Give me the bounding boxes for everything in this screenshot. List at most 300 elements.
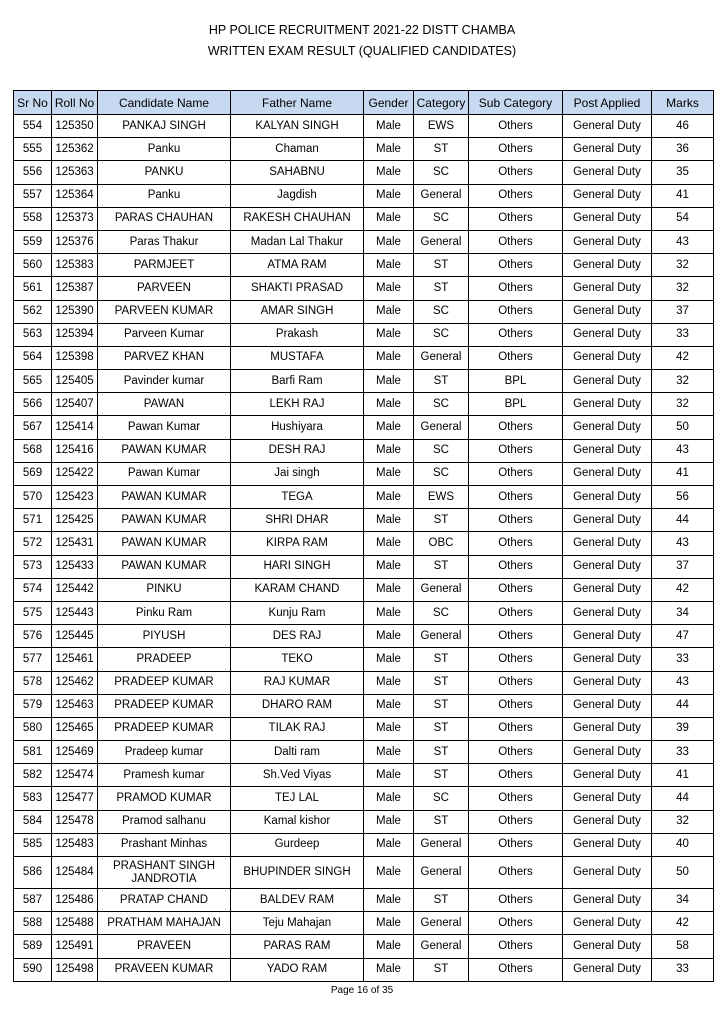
sub-category-cell: Others [469, 694, 563, 717]
column-header-category: Category [414, 91, 469, 115]
sr-no-cell: 582 [14, 764, 52, 787]
candidate-name-cell: PIYUSH [98, 625, 231, 648]
roll-no-cell: 125423 [52, 486, 98, 509]
marks-cell: 32 [652, 277, 714, 300]
gender-cell: Male [364, 532, 414, 555]
table-row [14, 625, 714, 648]
sr-no-cell: 560 [14, 254, 52, 277]
category-cell: General [414, 184, 469, 207]
sr-no-cell: 568 [14, 439, 52, 462]
post-applied-cell: General Duty [563, 958, 652, 981]
sr-no-cell: 572 [14, 532, 52, 555]
document-subtitle: WRITTEN EXAM RESULT (QUALIFIED CANDIDATES) [207, 44, 517, 58]
sub-category-cell: Others [469, 416, 563, 439]
category-cell: General [414, 912, 469, 935]
post-applied-cell: General Duty [563, 346, 652, 369]
father-name-cell: ATMA RAM [231, 254, 364, 277]
post-applied-cell: General Duty [563, 254, 652, 277]
roll-no-cell: 125390 [52, 300, 98, 323]
post-applied-cell: General Duty [563, 115, 652, 138]
father-name-cell: KARAM CHAND [231, 578, 364, 601]
father-name-cell: SAHABNU [231, 161, 364, 184]
table-row [14, 370, 714, 393]
candidate-name-cell: PARVEEN KUMAR [98, 300, 231, 323]
marks-cell: 35 [652, 161, 714, 184]
roll-no-cell: 125433 [52, 555, 98, 578]
sr-no-cell: 581 [14, 741, 52, 764]
father-name-cell: SHRI DHAR [231, 509, 364, 532]
post-applied-cell: General Duty [563, 277, 652, 300]
father-name-cell: Chaman [231, 138, 364, 161]
candidate-name-cell: PRADEEP [98, 648, 231, 671]
candidate-name-cell: PAWAN KUMAR [98, 509, 231, 532]
marks-cell: 39 [652, 717, 714, 740]
gender-cell: Male [364, 741, 414, 764]
marks-cell: 40 [652, 833, 714, 856]
post-applied-cell: General Duty [563, 601, 652, 624]
table-row [14, 648, 714, 671]
roll-no-cell: 125483 [52, 833, 98, 856]
table-row [14, 393, 714, 416]
candidate-name-cell: PARMJEET [98, 254, 231, 277]
candidate-name-cell: PANKAJ SINGH [98, 115, 231, 138]
post-applied-cell: General Duty [563, 393, 652, 416]
category-cell: SC [414, 393, 469, 416]
table-row [14, 958, 714, 981]
gender-cell: Male [364, 787, 414, 810]
sr-no-cell: 566 [14, 393, 52, 416]
category-cell: ST [414, 648, 469, 671]
father-name-cell: Sh.Ved Viyas [231, 764, 364, 787]
candidate-name-cell: Paras Thakur [98, 230, 231, 253]
marks-cell: 58 [652, 935, 714, 958]
father-name-cell: Hushiyara [231, 416, 364, 439]
category-cell: General [414, 416, 469, 439]
roll-no-cell: 125469 [52, 741, 98, 764]
table-row [14, 717, 714, 740]
father-name-cell: BHUPINDER SINGH [231, 857, 364, 889]
marks-cell: 44 [652, 509, 714, 532]
category-cell: ST [414, 810, 469, 833]
sr-no-cell: 558 [14, 207, 52, 230]
table-row [14, 764, 714, 787]
sr-no-cell: 577 [14, 648, 52, 671]
table-row [14, 161, 714, 184]
marks-cell: 33 [652, 648, 714, 671]
marks-cell: 32 [652, 370, 714, 393]
category-cell: General [414, 346, 469, 369]
gender-cell: Male [364, 509, 414, 532]
category-cell: ST [414, 694, 469, 717]
sub-category-cell: Others [469, 532, 563, 555]
sub-category-cell: Others [469, 230, 563, 253]
roll-no-cell: 125373 [52, 207, 98, 230]
gender-cell: Male [364, 601, 414, 624]
roll-no-cell: 125422 [52, 462, 98, 485]
category-cell: ST [414, 138, 469, 161]
candidate-name-cell: Prashant Minhas [98, 833, 231, 856]
marks-cell: 44 [652, 694, 714, 717]
roll-no-cell: 125488 [52, 912, 98, 935]
gender-cell: Male [364, 323, 414, 346]
sub-category-cell: Others [469, 601, 563, 624]
post-applied-cell: General Duty [563, 230, 652, 253]
table-row [14, 509, 714, 532]
post-applied-cell: General Duty [563, 671, 652, 694]
gender-cell: Male [364, 857, 414, 889]
table-row [14, 115, 714, 138]
column-header-father-name: Father Name [231, 91, 364, 115]
sub-category-cell: Others [469, 889, 563, 912]
post-applied-cell: General Duty [563, 833, 652, 856]
roll-no-cell: 125477 [52, 787, 98, 810]
candidate-name-cell: PARVEZ KHAN [98, 346, 231, 369]
candidate-name-cell: PAWAN KUMAR [98, 486, 231, 509]
post-applied-cell: General Duty [563, 578, 652, 601]
gender-cell: Male [364, 370, 414, 393]
category-cell: General [414, 857, 469, 889]
category-cell: SC [414, 439, 469, 462]
sub-category-cell: Others [469, 578, 563, 601]
post-applied-cell: General Duty [563, 532, 652, 555]
sr-no-cell: 573 [14, 555, 52, 578]
roll-no-cell: 125443 [52, 601, 98, 624]
gender-cell: Male [364, 578, 414, 601]
marks-cell: 34 [652, 889, 714, 912]
table-row [14, 912, 714, 935]
roll-no-cell: 125350 [52, 115, 98, 138]
sr-no-cell: 555 [14, 138, 52, 161]
table-row [14, 230, 714, 253]
candidate-name-cell: PAWAN KUMAR [98, 555, 231, 578]
candidate-name-cell: PARAS CHAUHAN [98, 207, 231, 230]
candidate-name-cell: PRATHAM MAHAJAN [98, 912, 231, 935]
candidate-name-cell: Pinku Ram [98, 601, 231, 624]
table-row [14, 889, 714, 912]
gender-cell: Male [364, 439, 414, 462]
column-header-post-applied: Post Applied [563, 91, 652, 115]
table-row [14, 857, 714, 889]
post-applied-cell: General Duty [563, 764, 652, 787]
sr-no-cell: 587 [14, 889, 52, 912]
candidate-name-cell: PRASHANT SINGH JANDROTIA [98, 857, 231, 889]
category-cell: ST [414, 277, 469, 300]
marks-cell: 32 [652, 393, 714, 416]
candidate-name-cell: PAWAN KUMAR [98, 439, 231, 462]
sub-category-cell: Others [469, 671, 563, 694]
sub-category-cell: Others [469, 833, 563, 856]
father-name-cell: RAJ KUMAR [231, 671, 364, 694]
roll-no-cell: 125445 [52, 625, 98, 648]
roll-no-cell: 125405 [52, 370, 98, 393]
sub-category-cell: Others [469, 935, 563, 958]
sr-no-cell: 561 [14, 277, 52, 300]
post-applied-cell: General Duty [563, 694, 652, 717]
roll-no-cell: 125362 [52, 138, 98, 161]
gender-cell: Male [364, 393, 414, 416]
gender-cell: Male [364, 184, 414, 207]
sub-category-cell: Others [469, 486, 563, 509]
marks-cell: 43 [652, 439, 714, 462]
sr-no-cell: 589 [14, 935, 52, 958]
roll-no-cell: 125414 [52, 416, 98, 439]
roll-no-cell: 125442 [52, 578, 98, 601]
roll-no-cell: 125462 [52, 671, 98, 694]
sub-category-cell: Others [469, 462, 563, 485]
gender-cell: Male [364, 138, 414, 161]
candidate-name-cell: PRAVEEN [98, 935, 231, 958]
sub-category-cell: BPL [469, 393, 563, 416]
category-cell: EWS [414, 115, 469, 138]
post-applied-cell: General Duty [563, 857, 652, 889]
roll-no-cell: 125486 [52, 889, 98, 912]
table-row [14, 277, 714, 300]
column-header-roll-no: Roll No [52, 91, 98, 115]
father-name-cell: LEKH RAJ [231, 393, 364, 416]
category-cell: ST [414, 370, 469, 393]
post-applied-cell: General Duty [563, 207, 652, 230]
father-name-cell: HARI SINGH [231, 555, 364, 578]
gender-cell: Male [364, 694, 414, 717]
table-row [14, 555, 714, 578]
roll-no-cell: 125465 [52, 717, 98, 740]
gender-cell: Male [364, 889, 414, 912]
post-applied-cell: General Duty [563, 300, 652, 323]
sub-category-cell: Others [469, 810, 563, 833]
category-cell: General [414, 230, 469, 253]
table-row [14, 254, 714, 277]
table-row [14, 439, 714, 462]
column-header-sr-no: Sr No [14, 91, 52, 115]
father-name-cell: Prakash [231, 323, 364, 346]
sub-category-cell: Others [469, 741, 563, 764]
column-header-gender: Gender [364, 91, 414, 115]
gender-cell: Male [364, 346, 414, 369]
category-cell: SC [414, 300, 469, 323]
table-row [14, 833, 714, 856]
gender-cell: Male [364, 254, 414, 277]
post-applied-cell: General Duty [563, 416, 652, 439]
sub-category-cell: Others [469, 207, 563, 230]
page-number: Page 16 of 35 [330, 985, 394, 996]
marks-cell: 42 [652, 912, 714, 935]
post-applied-cell: General Duty [563, 889, 652, 912]
column-header-marks: Marks [652, 91, 714, 115]
gender-cell: Male [364, 462, 414, 485]
marks-cell: 32 [652, 254, 714, 277]
table-row [14, 486, 714, 509]
sub-category-cell: Others [469, 555, 563, 578]
category-cell: SC [414, 787, 469, 810]
category-cell: General [414, 935, 469, 958]
sub-category-cell: Others [469, 764, 563, 787]
sr-no-cell: 570 [14, 486, 52, 509]
sub-category-cell: Others [469, 509, 563, 532]
roll-no-cell: 125398 [52, 346, 98, 369]
sub-category-cell: Others [469, 439, 563, 462]
sr-no-cell: 586 [14, 857, 52, 889]
category-cell: SC [414, 601, 469, 624]
sr-no-cell: 569 [14, 462, 52, 485]
category-cell: ST [414, 764, 469, 787]
father-name-cell: Madan Lal Thakur [231, 230, 364, 253]
category-cell: General [414, 833, 469, 856]
sr-no-cell: 557 [14, 184, 52, 207]
table-row [14, 578, 714, 601]
roll-no-cell: 125364 [52, 184, 98, 207]
father-name-cell: Gurdeep [231, 833, 364, 856]
father-name-cell: TILAK RAJ [231, 717, 364, 740]
roll-no-cell: 125484 [52, 857, 98, 889]
marks-cell: 41 [652, 764, 714, 787]
gender-cell: Male [364, 416, 414, 439]
post-applied-cell: General Duty [563, 935, 652, 958]
sub-category-cell: Others [469, 323, 563, 346]
post-applied-cell: General Duty [563, 810, 652, 833]
marks-cell: 41 [652, 184, 714, 207]
roll-no-cell: 125461 [52, 648, 98, 671]
father-name-cell: DESH RAJ [231, 439, 364, 462]
category-cell: EWS [414, 486, 469, 509]
gender-cell: Male [364, 912, 414, 935]
category-cell: ST [414, 509, 469, 532]
marks-cell: 47 [652, 625, 714, 648]
sr-no-cell: 576 [14, 625, 52, 648]
post-applied-cell: General Duty [563, 439, 652, 462]
category-cell: ST [414, 555, 469, 578]
father-name-cell: TEGA [231, 486, 364, 509]
marks-cell: 50 [652, 857, 714, 889]
post-applied-cell: General Duty [563, 717, 652, 740]
candidate-name-cell: PARVEEN [98, 277, 231, 300]
gender-cell: Male [364, 161, 414, 184]
candidate-name-cell: Panku [98, 138, 231, 161]
roll-no-cell: 125425 [52, 509, 98, 532]
category-cell: SC [414, 462, 469, 485]
category-cell: ST [414, 889, 469, 912]
candidate-name-cell: Panku [98, 184, 231, 207]
marks-cell: 37 [652, 555, 714, 578]
gender-cell: Male [364, 671, 414, 694]
candidate-name-cell: PRADEEP KUMAR [98, 671, 231, 694]
roll-no-cell: 125474 [52, 764, 98, 787]
sr-no-cell: 579 [14, 694, 52, 717]
sub-category-cell: Others [469, 648, 563, 671]
sr-no-cell: 563 [14, 323, 52, 346]
candidate-name-cell: PINKU [98, 578, 231, 601]
post-applied-cell: General Duty [563, 555, 652, 578]
father-name-cell: TEJ LAL [231, 787, 364, 810]
category-cell: ST [414, 717, 469, 740]
gender-cell: Male [364, 717, 414, 740]
marks-cell: 33 [652, 958, 714, 981]
table-row [14, 935, 714, 958]
category-cell: General [414, 578, 469, 601]
roll-no-cell: 125376 [52, 230, 98, 253]
post-applied-cell: General Duty [563, 648, 652, 671]
gender-cell: Male [364, 115, 414, 138]
marks-cell: 41 [652, 462, 714, 485]
table-row [14, 416, 714, 439]
candidate-name-cell: PAWAN [98, 393, 231, 416]
marks-cell: 43 [652, 671, 714, 694]
roll-no-cell: 125478 [52, 810, 98, 833]
post-applied-cell: General Duty [563, 370, 652, 393]
category-cell: SC [414, 161, 469, 184]
father-name-cell: DES RAJ [231, 625, 364, 648]
post-applied-cell: General Duty [563, 741, 652, 764]
marks-cell: 33 [652, 323, 714, 346]
father-name-cell: Jai singh [231, 462, 364, 485]
gender-cell: Male [364, 207, 414, 230]
sub-category-cell: Others [469, 254, 563, 277]
gender-cell: Male [364, 555, 414, 578]
table-row [14, 601, 714, 624]
category-cell: ST [414, 958, 469, 981]
sub-category-cell: Others [469, 787, 563, 810]
results-table [13, 90, 714, 982]
candidate-name-cell: Pradeep kumar [98, 741, 231, 764]
sr-no-cell: 590 [14, 958, 52, 981]
candidate-name-cell: Pawan Kumar [98, 416, 231, 439]
post-applied-cell: General Duty [563, 509, 652, 532]
father-name-cell: MUSTAFA [231, 346, 364, 369]
sub-category-cell: Others [469, 912, 563, 935]
document-title: HP POLICE RECRUITMENT 2021-22 DISTT CHAMBA [208, 23, 516, 37]
sr-no-cell: 556 [14, 161, 52, 184]
post-applied-cell: General Duty [563, 912, 652, 935]
table-row [14, 207, 714, 230]
father-name-cell: Jagdish [231, 184, 364, 207]
roll-no-cell: 125407 [52, 393, 98, 416]
sr-no-cell: 562 [14, 300, 52, 323]
sr-no-cell: 565 [14, 370, 52, 393]
table-row [14, 138, 714, 161]
roll-no-cell: 125394 [52, 323, 98, 346]
father-name-cell: BALDEV RAM [231, 889, 364, 912]
father-name-cell: PARAS RAM [231, 935, 364, 958]
table-row [14, 462, 714, 485]
sub-category-cell: Others [469, 717, 563, 740]
candidate-name-cell: Pavinder kumar [98, 370, 231, 393]
post-applied-cell: General Duty [563, 462, 652, 485]
post-applied-cell: General Duty [563, 787, 652, 810]
sr-no-cell: 575 [14, 601, 52, 624]
marks-cell: 56 [652, 486, 714, 509]
marks-cell: 46 [652, 115, 714, 138]
sr-no-cell: 559 [14, 230, 52, 253]
category-cell: SC [414, 323, 469, 346]
sr-no-cell: 585 [14, 833, 52, 856]
roll-no-cell: 125383 [52, 254, 98, 277]
sr-no-cell: 574 [14, 578, 52, 601]
gender-cell: Male [364, 764, 414, 787]
candidate-name-cell: Pawan Kumar [98, 462, 231, 485]
father-name-cell: Teju Mahajan [231, 912, 364, 935]
roll-no-cell: 125498 [52, 958, 98, 981]
father-name-cell: TEKO [231, 648, 364, 671]
table-row [14, 532, 714, 555]
candidate-name-cell: PAWAN KUMAR [98, 532, 231, 555]
candidate-name-cell: PRAMOD KUMAR [98, 787, 231, 810]
post-applied-cell: General Duty [563, 323, 652, 346]
marks-cell: 50 [652, 416, 714, 439]
gender-cell: Male [364, 230, 414, 253]
category-cell: OBC [414, 532, 469, 555]
sub-category-cell: Others [469, 184, 563, 207]
table-row [14, 741, 714, 764]
candidate-name-cell: Pramesh kumar [98, 764, 231, 787]
